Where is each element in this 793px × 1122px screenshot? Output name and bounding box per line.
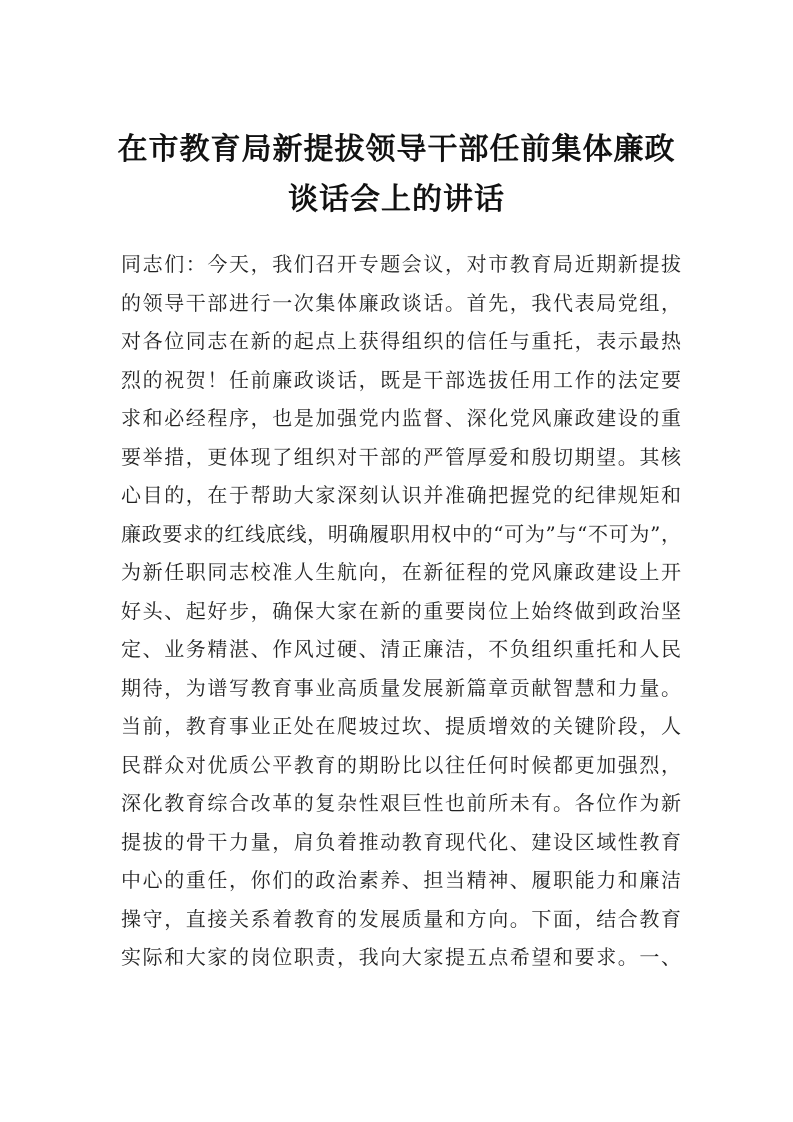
body-line: 要举措，更体现了组织对干部的严管厚爱和殷切期望。其核	[121, 444, 681, 469]
body-line: 提拔的骨干力量，肩负着推动教育现代化、建设区域性教育	[121, 829, 681, 854]
body-line: 操守，直接关系着教育的发展质量和方向。下面，结合教育	[121, 906, 681, 931]
body-line: 烈的祝贺！任前廉政谈话，既是干部选拔任用工作的法定要	[121, 367, 681, 392]
document-title-line-1: 在市教育局新提拔领导干部任前集体廉政	[117, 132, 676, 167]
body-line: 好头、起好步，确保大家在新的重要岗位上始终做到政治坚	[121, 598, 681, 623]
body-line: 定、业务精湛、作风过硬、清正廉洁，不负组织重托和人民	[121, 637, 681, 661]
body-line: 廉政要求的红线底线，明确履职用权中的“可为”与“不可为”，	[121, 521, 681, 546]
body-line: 中心的重任，你们的政治素养、担当精神、履职能力和廉洁	[121, 868, 681, 892]
body-line: 当前，教育事业正处在爬坡过坎、提质增效的关键阶段，人	[121, 714, 681, 738]
body-line: 民群众对优质公平教育的期盼比以往任何时候都更加强烈，	[121, 752, 681, 777]
body-line: 的领导干部进行一次集体廉政谈话。首先，我代表局党组，	[121, 290, 681, 315]
body-line: 心目的，在于帮助大家深刻认识并准确把握党的纪律规矩和	[121, 483, 681, 507]
body-line: 深化教育综合改革的复杂性艰巨性也前所未有。各位作为新	[121, 791, 681, 815]
body-line: 同志们：今天，我们召开专题会议，对市教育局近期新提拔	[121, 252, 681, 276]
document-title-line-2: 谈话会上的讲话	[288, 182, 505, 217]
body-line: 为新任职同志校准人生航向，在新征程的党风廉政建设上开	[121, 560, 681, 584]
body-line: 求和必经程序，也是加强党内监督、深化党风廉政建设的重	[121, 406, 681, 430]
document-body	[121, 245, 681, 977]
body-line: 期待，为谱写教育事业高质量发展新篇章贡献智慧和力量。	[121, 675, 681, 700]
body-line: 对各位同志在新的起点上获得组织的信任与重托，表示最热	[121, 329, 681, 353]
body-line: 实际和大家的岗位职责，我向大家提五点希望和要求。一、	[121, 945, 681, 969]
